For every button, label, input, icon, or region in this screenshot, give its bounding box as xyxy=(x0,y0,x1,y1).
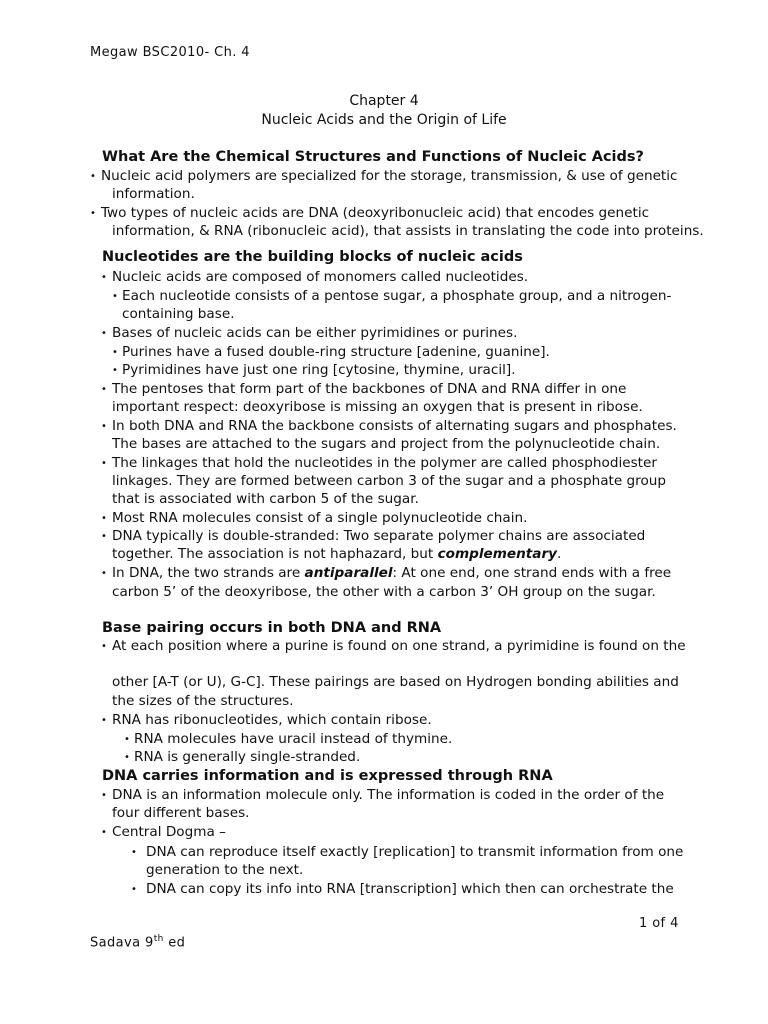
text-line: Pyrimidines have just one ring [cytosine, thymine, uracil]. xyxy=(122,362,516,378)
text-line: four different bases. xyxy=(112,805,250,821)
text-line: At each position where a purine is found on one strand, a pyrimidine is found on the xyxy=(112,638,686,654)
bullet-icon: • xyxy=(131,884,137,895)
bullet-icon: • xyxy=(124,734,130,745)
text-line: linkages. They are formed between carbon 3 of the sugar and a phosphate group xyxy=(112,473,667,489)
text-line: Bases of nucleic acids can be either pyrimidines or purines. xyxy=(112,325,518,341)
chapter-title: Chapter 4 xyxy=(349,93,419,109)
text-line: RNA molecules have uracil instead of thymine. xyxy=(134,731,453,747)
text-line: The pentoses that form part of the backbones of DNA and RNA differ in one xyxy=(112,381,627,397)
text-line: Central Dogma – xyxy=(112,824,226,840)
text-line: The linkages that hold the nucleotides in the polymer are called phosphodiester xyxy=(112,455,657,471)
running-header: Megaw BSC2010- Ch. 4 xyxy=(90,45,250,60)
bullet-icon: • xyxy=(90,208,96,219)
section-heading: DNA carries information and is expressed through RNA xyxy=(102,768,553,784)
text-line: DNA can copy its info into RNA [transcription] which then can orchestrate the xyxy=(146,881,674,897)
text-line: In DNA, the two strands are antiparallel: At one end, one strand ends with a free xyxy=(112,565,672,581)
text-line: together. The association is not haphazard, but complementary. xyxy=(112,546,562,562)
text-line: DNA is an information molecule only. The information is coded in the order of the xyxy=(112,787,665,803)
emphasis-text: complementary xyxy=(437,546,558,562)
bullet-icon: • xyxy=(101,272,107,283)
bullet-icon: • xyxy=(101,531,107,542)
bullet-icon: • xyxy=(101,715,107,726)
section-heading: What Are the Chemical Structures and Functions of Nucleic Acids? xyxy=(102,149,644,165)
section-heading: Nucleotides are the building blocks of nucleic acids xyxy=(102,249,523,265)
text-line: the sizes of the structures. xyxy=(112,693,294,709)
bullet-icon: • xyxy=(101,790,107,801)
text-line: other [A-T (or U), G-C]. These pairings are based on Hydrogen bonding abilities and xyxy=(112,674,679,690)
text-line: generation to the next. xyxy=(146,862,304,878)
chapter-subtitle: Nucleic Acids and the Origin of Life xyxy=(261,112,507,128)
text-line: information. xyxy=(112,186,195,202)
text-line: RNA is generally single-stranded. xyxy=(134,749,361,765)
running-footer: Sadava 9th ed xyxy=(90,934,186,951)
text-line: DNA can reproduce itself exactly [replication] to transmit information from one xyxy=(146,844,684,860)
text-line: Most RNA molecules consist of a single polynucleotide chain. xyxy=(112,510,528,526)
bullet-icon: • xyxy=(101,421,107,432)
text-line: Each nucleotide consists of a pentose sugar, a phosphate group, and a nitrogen- xyxy=(122,288,672,304)
text-line: Nucleic acids are composed of monomers called nucleotides. xyxy=(112,269,529,285)
bullet-icon: • xyxy=(112,365,118,376)
text-line: In both DNA and RNA the backbone consists of alternating sugars and phosphates. xyxy=(112,418,677,434)
bullet-icon: • xyxy=(101,513,107,524)
text-line: carbon 5’ of the deoxyribose, the other with a carbon 3’ OH group on the sugar. xyxy=(112,584,656,600)
bullet-icon: • xyxy=(101,328,107,339)
text-line: RNA has ribonucleotides, which contain ribose. xyxy=(112,712,432,728)
bullet-icon: • xyxy=(124,752,130,763)
bullet-icon: • xyxy=(112,291,118,302)
bullet-icon: • xyxy=(112,347,118,358)
bullet-icon: • xyxy=(101,458,107,469)
text-line: The bases are attached to the sugars and project from the polynucleotide chain. xyxy=(112,436,661,452)
bullet-icon: • xyxy=(90,171,96,182)
emphasis-text: antiparallel xyxy=(304,565,393,581)
text-line: Nucleic acid polymers are specialized for the storage, transmission, & use of genetic xyxy=(101,168,678,184)
text-line: containing base. xyxy=(122,306,235,322)
text-line: DNA typically is double-stranded: Two separate polymer chains are associated xyxy=(112,528,646,544)
text-line: information, & RNA (ribonucleic acid), that assists in translating the code into proteins. xyxy=(112,223,704,239)
bullet-icon: • xyxy=(101,827,107,838)
bullet-icon: • xyxy=(101,384,107,395)
page-number: 1 of 4 xyxy=(639,916,679,931)
text-line: important respect: deoxyribose is missing an oxygen that is present in ribose. xyxy=(112,399,643,415)
bullet-icon: • xyxy=(101,568,107,579)
text-line: Purines have a fused double-ring structure [adenine, guanine]. xyxy=(122,344,550,360)
section-heading: Base pairing occurs in both DNA and RNA xyxy=(102,620,442,636)
bullet-icon: • xyxy=(101,641,107,652)
text-line: Two types of nucleic acids are DNA (deoxyribonucleic acid) that encodes genetic xyxy=(101,205,650,221)
bullet-icon: • xyxy=(131,847,137,858)
text-line: that is associated with carbon 5 of the sugar. xyxy=(112,491,419,507)
